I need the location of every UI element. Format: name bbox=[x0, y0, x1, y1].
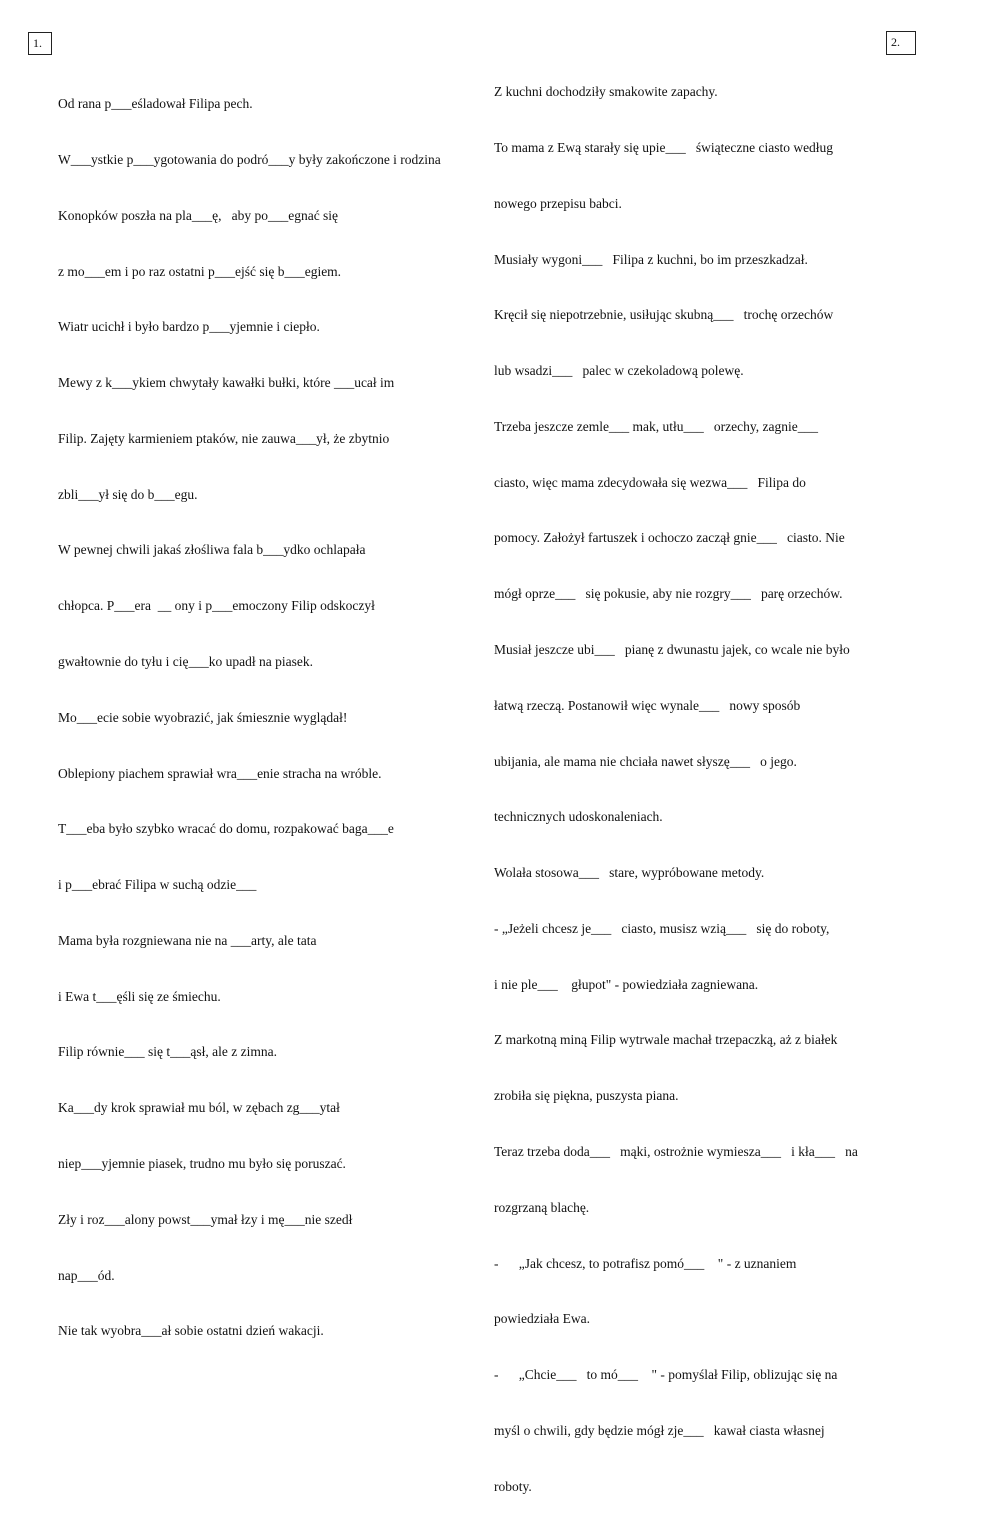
text-line: lub wsadzi___ palec w czekoladową polewę. bbox=[494, 363, 744, 379]
text-line: zbli___ył się do b___egu. bbox=[58, 486, 198, 502]
text-line: chłopca. P___era __ ony i p___emoczony Filip odskoczył bbox=[58, 598, 375, 614]
text-line: T___eba było szybko wracać do domu, rozpakować baga___e bbox=[58, 821, 394, 837]
text-line: Mama była rozgniewana nie na ___arty, ale tata bbox=[58, 932, 317, 948]
text-line: powiedziała Ewa. bbox=[494, 1311, 590, 1327]
text-line: - „Chcie___ to mó___ " - pomyślał Filip, oblizując się na bbox=[494, 1367, 838, 1383]
text-line: i p___ebrać Filipa w suchą odzie___ bbox=[58, 877, 257, 893]
text-line: niep___yjemnie piasek, trudno mu było się poruszać. bbox=[58, 1156, 346, 1172]
text-line: Z markotną miną Filip wytrwale machał trzepaczką, aż z białek bbox=[494, 1032, 838, 1048]
text-line: Mo___ecie sobie wyobrazić, jak śmiesznie wyglądał! bbox=[58, 709, 348, 725]
text-line: Oblepiony piachem sprawiał wra___enie stracha na wróble. bbox=[58, 765, 382, 781]
text-line: Od rana p___eśladował Filipa pech. bbox=[58, 96, 253, 112]
text-line: Musiały wygoni___ Filipa z kuchni, bo im przeszkadzał. bbox=[494, 251, 808, 267]
text-line: myśl o chwili, gdy będzie mógł zje___ kawał ciasta własnej bbox=[494, 1422, 825, 1438]
text-line: łatwą rzeczą. Postanowił więc wynale___ nowy sposób bbox=[494, 697, 801, 713]
text-line: nowego przepisu babci. bbox=[494, 195, 622, 211]
text-line: Filip. Zajęty karmieniem ptaków, nie zauwa___ył, że zbytnio bbox=[58, 430, 390, 446]
text-line: - „Jeżeli chcesz je___ ciasto, musisz wzią___ się do roboty, bbox=[494, 920, 830, 936]
text-line: W___ystkie p___ygotowania do podró___y były zakończone i rodzina bbox=[58, 151, 441, 167]
text-line: ubijania, ale mama nie chciała nawet słyszę___ o jego. bbox=[494, 753, 797, 769]
text-line: Ka___dy krok sprawiał mu ból, w zębach zg___ytał bbox=[58, 1100, 340, 1116]
text-line: Zły i roz___alony powst___ymał łzy i mę___nie szedł bbox=[58, 1211, 353, 1227]
text-line: - „Jak chcesz, to potrafisz pomó___ " - z uznaniem bbox=[494, 1255, 797, 1271]
text-line: nap___ód. bbox=[58, 1267, 115, 1283]
text-line: To mama z Ewą starały się upie___ świąteczne ciasto według bbox=[494, 139, 834, 155]
text-line: zrobiła się piękna, puszysta piana. bbox=[494, 1088, 679, 1104]
text-line: pomocy. Założył fartuszek i ochoczo zaczął gnie___ ciasto. Nie bbox=[494, 530, 845, 546]
text-line: W pewnej chwili jakaś złośliwa fala b___ydko ochlapała bbox=[58, 542, 366, 558]
exercise-1-text bbox=[58, 58, 441, 1360]
text-line: roboty. bbox=[494, 1478, 532, 1494]
text-line: i nie ple___ głupot" - powiedziała zagniewana. bbox=[494, 976, 759, 992]
exercise-2-number: 2. bbox=[886, 31, 916, 55]
text-line: i Ewa t___ęśli się ze śmiechu. bbox=[58, 988, 221, 1004]
text-line: rozgrzaną blachę. bbox=[494, 1199, 590, 1215]
text-line: Nie tak wyobra___ał sobie ostatni dzień wakacji. bbox=[58, 1323, 324, 1339]
text-line: Teraz trzeba doda___ mąki, ostrożnie wymiesza___ i kła___ na bbox=[494, 1144, 858, 1160]
exercise-2-text bbox=[494, 46, 858, 1515]
text-line: Konopków poszła na pla___ę, aby po___egnać się bbox=[58, 207, 339, 223]
text-line: z mo___em i po raz ostatni p___ejść się b___egiem. bbox=[58, 263, 342, 279]
text-line: Trzeba jeszcze zemle___ mak, utłu___ orzechy, zagnie___ bbox=[494, 418, 818, 434]
text-line: technicznych udoskonaleniach. bbox=[494, 809, 663, 825]
exercise-1-number: 1. bbox=[28, 32, 52, 55]
text-line: Musiał jeszcze ubi___ pianę z dwunastu jajek, co wcale nie było bbox=[494, 642, 850, 657]
text-line: Kręcił się niepotrzebnie, usiłując skubną___ trochę orzechów bbox=[494, 307, 834, 323]
text-line: ciasto, więc mama zdecydowała się wezwa___ Filipa do bbox=[494, 474, 806, 490]
text-line: Filip równie___ się t___ąsł, ale z zimna. bbox=[58, 1044, 277, 1060]
text-line: Z kuchni dochodziły smakowite zapachy. bbox=[494, 84, 718, 100]
text-line: Mewy z k___ykiem chwytały kawałki bułki, które ___ucał im bbox=[58, 375, 395, 391]
text-line: Wiatr ucichł i było bardzo p___yjemnie i ciepło. bbox=[58, 319, 320, 335]
text-line: Wolała stosowa___ stare, wypróbowane metody. bbox=[494, 865, 765, 881]
text-line: gwałtownie do tyłu i cię___ko upadł na piasek. bbox=[58, 654, 313, 669]
text-line: mógł oprze___ się pokusie, aby nie rozgry___ parę orzechów. bbox=[494, 586, 843, 602]
